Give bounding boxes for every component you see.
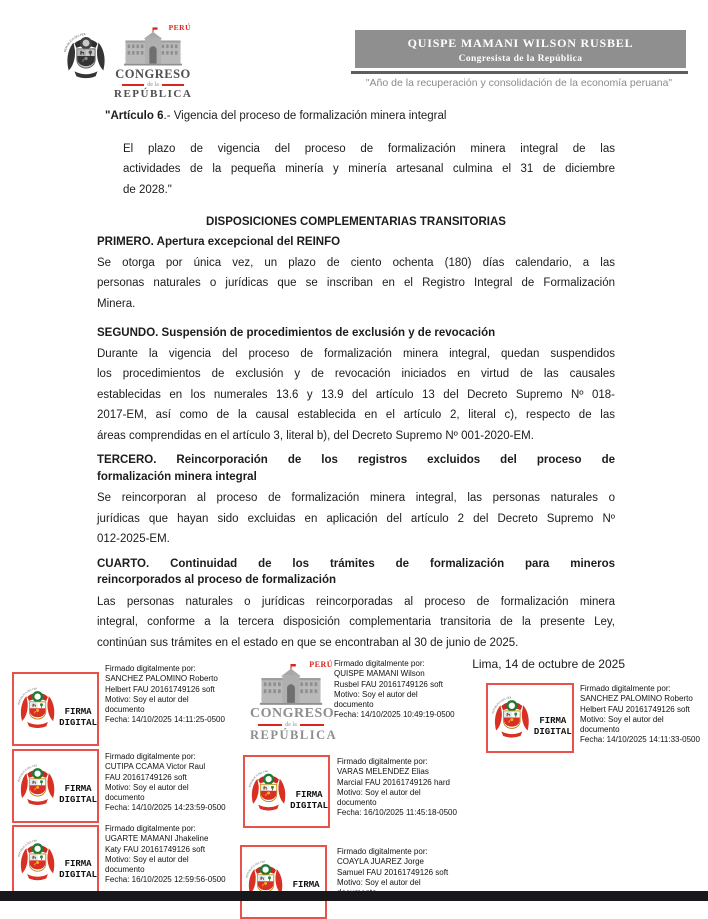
document-body [97,106,625,675]
firma-digital-label [59,707,97,729]
peru-coat-of-arms-icon [244,852,287,912]
paragraph-line: actividades de la pequeña minería y minería artesanal culmina el 31 de diciembre [123,163,615,175]
paragraph-line: Minera. [97,297,136,310]
year-motto: "Año de la recuperación y consolidación de la economía peruana" [365,77,673,89]
paragraph-line: Durante la vigencia del proceso de formalización minera integral, quedan suspendidos [97,347,615,360]
dateline: Lima, 14 de octubre de 2025 [472,657,625,671]
congress-building-icon [124,27,182,67]
signature-line: Motivo: Soy el autor del [105,854,189,864]
signature-line: Fecha: 16/10/2025 11:45:18-0500 [337,808,457,818]
firma-digital-label [59,784,97,806]
firma-digital-emblem [486,683,574,753]
firma-label: FIRMA [295,789,323,800]
signature-line: VARAS MELENDEZ Elias [337,767,429,777]
signature-block [334,659,482,721]
congreso-label: CONGRESO [115,67,191,81]
paragraph-line: los procedimientos de exclusión y de revocación iniciados en virtud de las causales [97,368,615,380]
firma-digital-emblem [12,825,99,897]
signature-line: Marcial FAU 20161749126 hard [337,777,450,787]
heading-line: reincorporados al proceso de formalización [97,574,337,586]
signature-block [105,824,255,886]
articulo-6-heading [105,106,615,127]
digital-label: DIGITAL [59,718,97,728]
paragraph-line: jurídicas que hayan sido excluidas en aplicación del artículo 2 del Decreto Supremo Nº [97,512,615,525]
paragraph-line: Se otorga por única vez, un plazo de ciento ochenta (180) días calendario, a las [97,256,615,269]
dela-label: de la [285,722,297,728]
congressman-name-box [355,30,686,68]
peru-coat-of-arms-icon [247,762,290,821]
paragraph-line: Las personas naturales o jurídicas reincorporadas al proceso de formalización minera [97,595,615,608]
signature-line: Helbert FAU 20161749126 soft [580,704,690,714]
republica-label: REPÚBLICA [114,88,193,100]
paragraph-line: integral, conforme a la tercera disposición complementaria transitoria de la presente Ley, [97,616,615,628]
paragraph-line: 012-2025-EM. [97,533,170,545]
signature-line: Fecha: 14/10/2025 10:49:19-0500 [334,710,455,720]
republica-label: REPÚBLICA [250,728,338,742]
signature-line: documento [334,700,374,710]
firma-digital-label [534,716,572,738]
articulo-6-title: .- Vigencia del proceso de formalización minera integral [163,110,447,122]
peru-coat-of-arms-icon [490,690,534,747]
section-tercero-paragraph [97,488,615,550]
dela-label: de la [147,82,159,88]
congress-logo [250,658,338,743]
section-segundo-paragraph [97,344,615,447]
signature-line: Motivo: Soy el autor del [105,694,189,704]
firma-label: FIRMA [64,859,92,869]
section-cuarto-heading [97,556,615,589]
signature-line: Firmado digitalmente por: [105,752,196,761]
signature-line: QUISPE MAMANI Wilson [334,669,425,679]
digital-label: DIGITAL [59,795,97,805]
congress-building-icon [256,664,326,706]
transitorias-title: DISPOSICIONES COMPLEMENTARIAS TRANSITORIAS [206,216,506,228]
peru-label: PERÚ [309,660,333,669]
firma-label: FIRMA [539,716,567,726]
paragraph-line: Se reincorporan al proceso de formalización minera integral, las personas naturales o [97,492,615,504]
digital-label: DIGITAL [533,727,572,737]
signature-line: documento [105,865,145,875]
firma-digital-emblem [240,845,327,919]
signature-line: documento [105,705,145,715]
signature-line: Firmado digitalmente por: [337,847,428,856]
section-cuarto-paragraph [97,592,615,654]
firma-digital-emblem [12,672,99,746]
congreso-label: CONGRESO [250,706,335,721]
signature-line: Firmado digitalmente por: [105,664,196,673]
signature-block [337,757,485,819]
peru-coat-of-arms-icon [16,832,59,890]
firma-label: FIRMA [64,784,92,794]
signature-block [580,684,708,746]
digital-label: DIGITAL [59,870,97,880]
articulo-6-number: "Artículo 6 [105,110,164,122]
signature-line: documento [580,725,620,735]
signature-line: SANCHEZ PALOMINO Roberto [105,674,218,684]
congressman-title: Congresista de la República [458,54,583,64]
signature-block [105,752,255,814]
firma-digital-emblem [243,755,330,828]
signature-line: Firmado digitalmente por: [334,659,425,668]
heading-line: CUARTO. Continuidad de los trámites de formalización para mineros [97,557,615,570]
congressman-name: QUISPE MAMANI WILSON RUSBEL [407,36,634,50]
signature-line: Motivo: Soy el autor del [334,689,418,699]
signature-line: Firmado digitalmente por: [337,757,428,766]
signature-line: Fecha: 16/10/2025 12:59:56-0500 [105,875,226,885]
signature-block [105,664,255,726]
signature-line: Motivo: Soy el autor del [580,714,664,724]
firma-label: FIRMA [292,880,320,890]
signature-line: Samuel FAU 20161749126 soft [337,867,449,877]
section-primero-heading: PRIMERO. Apertura excepcional del REINFO [97,236,341,248]
peru-coat-of-arms-icon [62,27,110,87]
signature-line: Fecha: 14/10/2025 14:11:33-0500 [580,735,700,745]
header-rule [351,71,688,74]
firma-label: FIRMA [64,707,92,717]
paragraph-line: personas naturales o jurídicas que se inscriban en el Registro Integral de Formalización [97,277,615,289]
signature-line: Helbert FAU 20161749126 soft [105,684,215,694]
signature-line: Rusbel FAU 20161749126 soft [334,679,443,689]
signature-line: Katy FAU 20161749126 soft [105,844,206,854]
section-primero-paragraph [97,253,615,315]
peru-coat-of-arms-icon [16,756,59,816]
signature-line: Fecha: 14/10/2025 14:23:59-0500 [105,803,226,813]
signature-line: documento [105,793,145,803]
signature-line: documento [337,798,377,808]
section-tercero-heading [97,452,615,485]
signature-line: COAYLA JUAREZ Jorge [337,857,424,867]
signature-line: Motivo: Soy el autor del [337,877,421,887]
paragraph-line: establecidas en los numerales 13.6 y 13.9 del artículo 13 del Decreto Supremo Nº 018- [97,388,615,401]
peru-label: PERÚ [168,23,191,32]
articulo-6-paragraph [123,139,615,201]
peru-coat-of-arms-icon [16,679,59,739]
signature-line: SANCHEZ PALOMINO Roberto [580,694,693,704]
section-segundo-heading: SEGUNDO. Suspensión de procedimientos de exclusión y de revocación [97,327,496,339]
signature-line: Motivo: Soy el autor del [337,787,421,797]
paragraph-line: El plazo de vigencia del proceso de formalización minera integral de las [123,142,615,155]
firma-digital-emblem [12,749,99,823]
signature-line: Firmado digitalmente por: [105,824,196,833]
paragraph-line: 2017-EM, así como de la causal establecida en el artículo 2, literal c), respecto de las [97,409,615,421]
paragraph-line: continúan sus trámites en el estado en que se encontraban al 30 de junio de 2025. [97,636,519,649]
paragraph-line: de 2028." [123,183,172,196]
signature-line: Firmado digitalmente por: [580,684,671,693]
heading-line: TERCERO. Reincorporación de los registros excluidos del proceso de [97,454,615,466]
signature-line: UGARTE MAMANI Jhakeline [105,834,209,844]
congress-logo [114,23,192,100]
firma-digital-label [290,790,328,812]
paragraph-line: áreas comprendidas en el artículo 3, literal b), del Decreto Supremo Nº 001-2020-EM. [97,429,534,442]
bottom-bar [0,891,708,901]
signature-line: FAU 20161749126 soft [105,772,187,782]
signature-line: Motivo: Soy el autor del [105,782,189,792]
signature-line: CUTIPA CCAMA Victor Raul [105,762,206,772]
signature-line: Fecha: 14/10/2025 14:11:25-0500 [105,715,225,725]
firma-digital-label [59,859,97,881]
digital-label: DIGITAL [290,800,328,811]
heading-line: formalización minera integral [97,470,257,483]
